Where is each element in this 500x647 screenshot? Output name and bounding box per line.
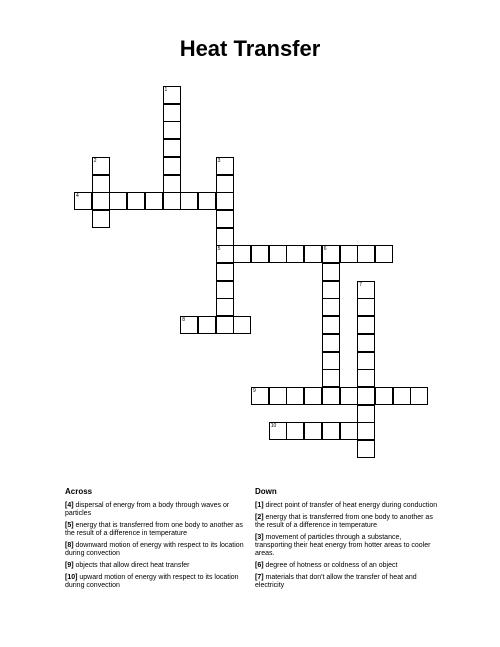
clue-text: upward motion of energy with respect to its location during convection (65, 573, 239, 589)
clue-text: downward motion of energy with respect to its location during convection (65, 542, 244, 558)
grid-cell[interactable] (304, 387, 322, 405)
down-clue (255, 574, 440, 591)
clue-number: [5] (65, 522, 74, 529)
grid-cell[interactable] (357, 281, 375, 299)
grid-cell[interactable] (357, 334, 375, 352)
clue-text: dispersal of energy from a body through waves or particles (65, 502, 230, 518)
down-clue (255, 502, 440, 510)
clue-text: energy that is transferred from one body to another as the result of a difference in temperature (65, 522, 243, 538)
clue-text: degree of hotness or coldness of an object (263, 562, 398, 569)
grid-cell[interactable] (180, 192, 198, 210)
grid-cell[interactable] (92, 175, 110, 193)
grid-cell[interactable] (357, 298, 375, 316)
down-heading: Down (255, 487, 277, 496)
cell-number: 9 (253, 387, 256, 394)
grid-cell[interactable] (180, 316, 198, 334)
grid-cell[interactable] (92, 157, 110, 175)
grid-cell[interactable] (216, 281, 234, 299)
grid-cell[interactable] (375, 387, 393, 405)
clue-number: [2] (255, 513, 264, 521)
grid-cell[interactable] (216, 192, 234, 210)
grid-cell[interactable] (269, 245, 287, 263)
grid-cell[interactable] (163, 104, 181, 122)
clue-text: objects that allow direct heat transfer (73, 562, 190, 569)
grid-cell[interactable] (322, 281, 340, 299)
grid-cell[interactable] (163, 192, 181, 210)
grid-cell[interactable] (198, 316, 216, 334)
clue-number: [1] (255, 502, 264, 509)
across-clue (65, 502, 250, 519)
grid-cell[interactable] (145, 192, 163, 210)
grid-cell[interactable] (357, 369, 375, 387)
grid-cell[interactable] (340, 422, 358, 440)
cell-number: 5 (217, 246, 221, 253)
grid-cell[interactable] (216, 316, 234, 334)
grid-cell[interactable] (163, 86, 181, 104)
grid-cell[interactable] (216, 210, 234, 228)
grid-cell[interactable] (269, 422, 287, 440)
grid-cell[interactable] (109, 192, 127, 210)
cell-number: 8 (182, 317, 185, 324)
grid-cell[interactable] (322, 422, 340, 440)
down-clue (255, 514, 440, 531)
grid-cell[interactable] (216, 228, 234, 246)
across-clue-list (65, 502, 250, 594)
grid-cell[interactable] (322, 352, 340, 370)
grid-cell[interactable] (127, 192, 145, 210)
grid-cell[interactable] (357, 245, 375, 263)
across-clue (65, 542, 250, 559)
cell-number: 1 (164, 87, 168, 93)
grid-cell[interactable] (340, 387, 358, 405)
clue-number: [9] (65, 562, 74, 569)
clue-text: movement of particles through a substance, transporting their heat energy from hotter areas to cooler areas. (255, 533, 431, 558)
grid-cell[interactable] (322, 245, 340, 263)
cell-number: 4 (76, 193, 79, 200)
grid-cell[interactable] (393, 387, 411, 405)
cell-number: 6 (323, 246, 327, 253)
grid-cell[interactable] (163, 139, 181, 157)
grid-cell[interactable] (304, 422, 322, 440)
clue-text: materials that don't allow the transfer of heat and electricity (255, 573, 417, 589)
grid-cell[interactable] (322, 298, 340, 316)
across-heading: Across (65, 487, 93, 496)
grid-cell[interactable] (216, 263, 234, 281)
clue-number: [10] (65, 573, 78, 581)
down-clue (255, 562, 440, 570)
grid-cell[interactable] (322, 387, 340, 405)
grid-cell[interactable] (251, 245, 269, 263)
clue-number: [8] (65, 542, 74, 549)
grid-cell[interactable] (216, 298, 234, 316)
cell-number: 3 (217, 157, 221, 164)
clue-number: [7] (255, 573, 264, 581)
cell-number: 7 (359, 281, 362, 288)
grid-cell[interactable] (322, 334, 340, 352)
grid-cell[interactable] (357, 352, 375, 370)
clue-number: [3] (255, 533, 264, 541)
grid-cell[interactable] (286, 387, 304, 405)
cell-number: 2 (93, 157, 97, 164)
grid-cell[interactable] (357, 440, 375, 458)
across-clue (65, 522, 250, 539)
grid-cell[interactable] (357, 387, 375, 405)
page-title: Heat Transfer (179, 36, 321, 61)
grid-cell[interactable] (233, 245, 251, 263)
cell-number: 10 (270, 423, 277, 430)
grid-cell[interactable] (216, 157, 234, 175)
down-clue-list (255, 502, 440, 594)
grid-cell[interactable] (322, 263, 340, 281)
clue-text: direct point of transfer of heat energy during conduction (263, 502, 438, 509)
grid-cell[interactable] (286, 422, 304, 440)
grid-cell[interactable] (357, 405, 375, 423)
across-clue (65, 574, 250, 591)
grid-cell[interactable] (410, 387, 428, 405)
grid-cell[interactable] (163, 121, 181, 139)
grid-cell[interactable] (74, 192, 92, 210)
grid-cell[interactable] (304, 245, 322, 263)
grid-cell[interactable] (357, 316, 375, 334)
grid-cell[interactable] (357, 422, 375, 440)
grid-cell[interactable] (163, 157, 181, 175)
grid-cell[interactable] (198, 192, 216, 210)
clue-number: [6] (255, 562, 264, 569)
grid-cell[interactable] (322, 369, 340, 387)
grid-cell[interactable] (375, 245, 393, 263)
grid-cell[interactable] (92, 210, 110, 228)
grid-cell[interactable] (163, 175, 181, 193)
across-clue (65, 562, 250, 570)
grid-cell[interactable] (269, 387, 287, 405)
grid-cell[interactable] (286, 245, 304, 263)
grid-cell[interactable] (340, 245, 358, 263)
clue-number: [4] (65, 502, 74, 509)
grid-cell[interactable] (251, 387, 269, 405)
grid-cell[interactable] (233, 316, 251, 334)
grid-cell[interactable] (216, 175, 234, 193)
grid-cell[interactable] (216, 245, 234, 263)
clue-text: energy that is transferred from one body to another as the result of a difference in temperature (255, 513, 433, 529)
grid-cell[interactable] (92, 192, 110, 210)
down-clue (255, 534, 440, 559)
grid-cell[interactable] (322, 316, 340, 334)
